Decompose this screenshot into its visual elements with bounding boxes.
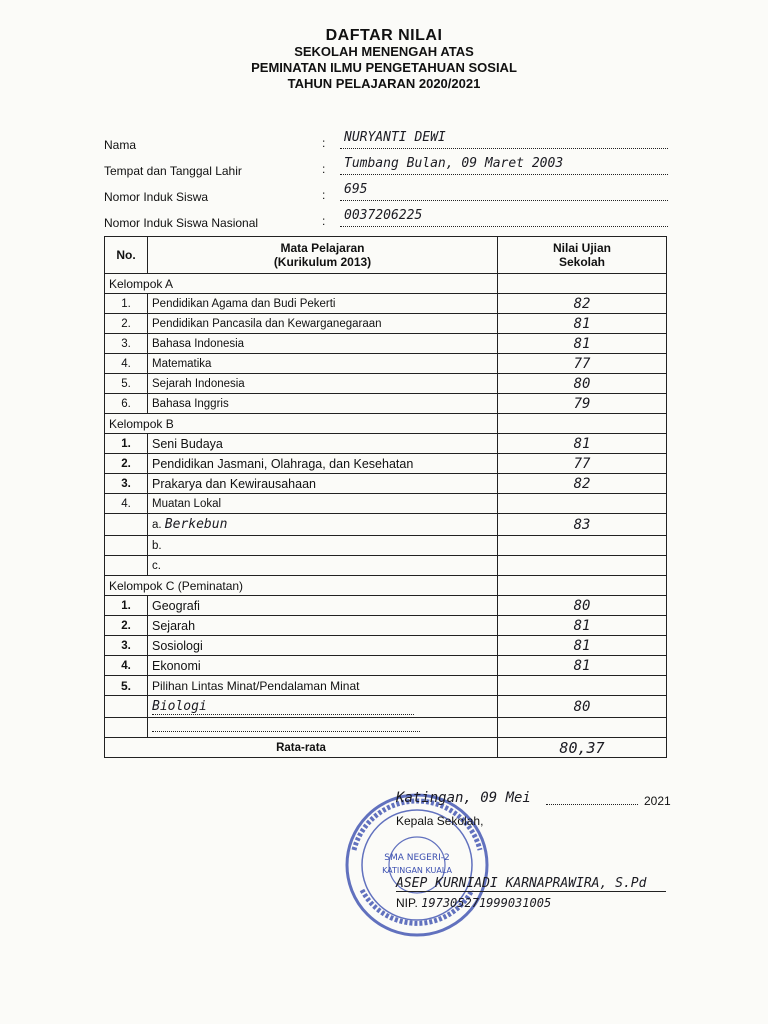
row-number: 4.: [105, 354, 148, 374]
subject-grade: 80: [498, 374, 667, 394]
nis-label: Nomor Induk Siswa: [104, 190, 209, 204]
name-label: Nama: [104, 138, 137, 152]
elective-subject: Biologi: [152, 699, 414, 715]
muatan-lokal-b: b.: [148, 536, 498, 556]
blank-dotted-line: [152, 721, 420, 732]
elective-blank-grade: [498, 718, 667, 738]
subject-name: Pendidikan Jasmani, Olahraga, dan Kesehatan: [148, 454, 498, 474]
student-name-row: [104, 130, 664, 156]
principal-name: ASEP KURNIADI KARNAPRAWIRA, S.Pd: [396, 876, 666, 892]
row-number: 6.: [105, 394, 148, 414]
nip-value: 197305271999031005: [421, 896, 552, 910]
row-number: 3.: [105, 334, 148, 354]
muatan-lokal-c: c.: [148, 556, 498, 576]
table-row: [105, 596, 667, 616]
nisn-value: 0037206225: [340, 208, 668, 227]
group-c-grade-cell: [498, 576, 667, 596]
header-subject-text: Mata Pelajaran (Kurikulum 2013): [273, 241, 372, 269]
subject-name: Ekonomi: [148, 656, 498, 676]
muatan-lokal-a: [148, 514, 498, 536]
subject-name: Sejarah Indonesia: [148, 374, 498, 394]
header-grade: [498, 237, 667, 274]
row-number: 1.: [105, 294, 148, 314]
subject-grade: 82: [498, 474, 667, 494]
muatan-prefix-a: a.: [152, 519, 162, 531]
subject-name: Matematika: [148, 354, 498, 374]
subject-grade: 81: [498, 656, 667, 676]
muatan-lokal-grade-cell: [498, 494, 667, 514]
student-birth-row: [104, 156, 664, 182]
group-row: [105, 576, 667, 596]
subject-name: Bahasa Inggris: [148, 394, 498, 414]
subject-name: Pendidikan Pancasila dan Kewarganegaraan: [148, 314, 498, 334]
table-row: [105, 394, 667, 414]
signature-block: [396, 790, 696, 910]
academic-year: TAHUN PELAJARAN 2020/2021: [287, 76, 481, 91]
subject-name: Seni Budaya: [148, 434, 498, 454]
nip-row: [396, 896, 696, 910]
document-title: DAFTAR NILAI: [325, 27, 443, 44]
subject-name: Sosiologi: [148, 636, 498, 656]
nis-value: 695: [340, 182, 668, 201]
elective-blank-cell: [148, 718, 498, 738]
muatan-lokal-sub-row: [105, 514, 667, 536]
group-a-grade-cell: [498, 274, 667, 294]
row-number-empty: [105, 556, 148, 576]
table-row: [105, 474, 667, 494]
subject-grade: 77: [498, 354, 667, 374]
row-number-empty: [105, 536, 148, 556]
row-number: 2.: [105, 454, 148, 474]
elective-blank-row: [105, 718, 667, 738]
place-date-dots: [546, 794, 638, 805]
muatan-lokal-label: Muatan Lokal: [148, 494, 498, 514]
group-row: [105, 274, 667, 294]
specialization: PEMINATAN ILMU PENGETAHUAN SOSIAL: [251, 60, 517, 75]
elective-grade: 80: [498, 696, 667, 718]
row-number: 5.: [105, 676, 148, 696]
subject-grade: 81: [498, 636, 667, 656]
header-no: No.: [105, 237, 148, 274]
subject-grade: 82: [498, 294, 667, 314]
subject-name: Bahasa Indonesia: [148, 334, 498, 354]
average-label: Rata-rata: [105, 738, 498, 758]
row-number: 3.: [105, 636, 148, 656]
row-number: 1.: [105, 596, 148, 616]
subject-grade: 80: [498, 596, 667, 616]
elective-row: [105, 676, 667, 696]
name-value: NURYANTI DEWI: [340, 130, 668, 149]
table-row: [105, 354, 667, 374]
muatan-grade-a: 83: [498, 514, 667, 536]
stamp-line-2: KATINGAN KUALA: [382, 866, 452, 875]
table-row: [105, 434, 667, 454]
row-number: 2.: [105, 314, 148, 334]
table-row: [105, 314, 667, 334]
table-row: [105, 636, 667, 656]
row-number: 5.: [105, 374, 148, 394]
place-date-row: [396, 790, 696, 810]
table-row: [105, 334, 667, 354]
subject-grade: 81: [498, 616, 667, 636]
group-b-grade-cell: [498, 414, 667, 434]
muatan-grade-c: [498, 556, 667, 576]
principal-role: Kepala Sekolah,: [396, 814, 484, 828]
school-level: SEKOLAH MENENGAH ATAS: [294, 44, 474, 59]
table-row: [105, 454, 667, 474]
document-header: [0, 28, 768, 92]
table-row: [105, 616, 667, 636]
subject-grade: 81: [498, 314, 667, 334]
table-row: [105, 294, 667, 314]
row-number-empty: [105, 696, 148, 718]
row-number-empty: [105, 514, 148, 536]
muatan-lokal-sub-row: [105, 536, 667, 556]
muatan-lokal-row: [105, 494, 667, 514]
muatan-value-a: Berkebun: [164, 517, 228, 532]
elective-grade-cell: [498, 676, 667, 696]
group-c-label: Kelompok C (Peminatan): [105, 576, 498, 596]
header-subject: [148, 237, 498, 274]
table-row: [105, 656, 667, 676]
table-row: [105, 374, 667, 394]
average-value: 80,37: [498, 738, 667, 758]
row-number: 3.: [105, 474, 148, 494]
subject-name: Pendidikan Agama dan Budi Pekerti: [148, 294, 498, 314]
subject-name: Sejarah: [148, 616, 498, 636]
stamp-line-1: SMA NEGERI-2: [384, 853, 450, 863]
elective-label: Pilihan Lintas Minat/Pendalaman Minat: [148, 676, 498, 696]
birth-value: Tumbang Bulan, 09 Maret 2003: [340, 156, 668, 175]
colon: :: [322, 214, 326, 228]
student-nis-row: [104, 182, 664, 208]
subject-grade: 79: [498, 394, 667, 414]
student-nisn-row: [104, 208, 664, 234]
nisn-label: Nomor Induk Siswa Nasional: [104, 216, 259, 230]
subject-grade: 77: [498, 454, 667, 474]
row-number: 4.: [105, 494, 148, 514]
colon: :: [322, 136, 326, 150]
group-a-label: Kelompok A: [105, 274, 498, 294]
nip-label: NIP.: [396, 896, 418, 910]
row-number: 4.: [105, 656, 148, 676]
elective-subject-cell: [148, 696, 498, 718]
colon: :: [322, 188, 326, 202]
subject-name: Prakarya dan Kewirausahaan: [148, 474, 498, 494]
elective-subject-row: [105, 696, 667, 718]
row-number-empty: [105, 718, 148, 738]
subject-name: Geografi: [148, 596, 498, 616]
group-b-label: Kelompok B: [105, 414, 498, 434]
colon: :: [322, 162, 326, 176]
muatan-lokal-sub-row: [105, 556, 667, 576]
row-number: 1.: [105, 434, 148, 454]
group-row: [105, 414, 667, 434]
muatan-grade-b: [498, 536, 667, 556]
header-grade-text: Nilai Ujian Sekolah: [552, 241, 611, 269]
student-info: [104, 130, 664, 234]
birth-label: Tempat dan Tanggal Lahir: [104, 164, 242, 178]
subject-grade: 81: [498, 434, 667, 454]
row-number: 2.: [105, 616, 148, 636]
year: 2021: [644, 794, 671, 808]
grades-table: [104, 236, 667, 758]
table-header-row: [105, 237, 667, 274]
subject-grade: 81: [498, 334, 667, 354]
average-row: [105, 738, 667, 758]
place-date: Katingan, 09 Mei: [396, 790, 531, 806]
